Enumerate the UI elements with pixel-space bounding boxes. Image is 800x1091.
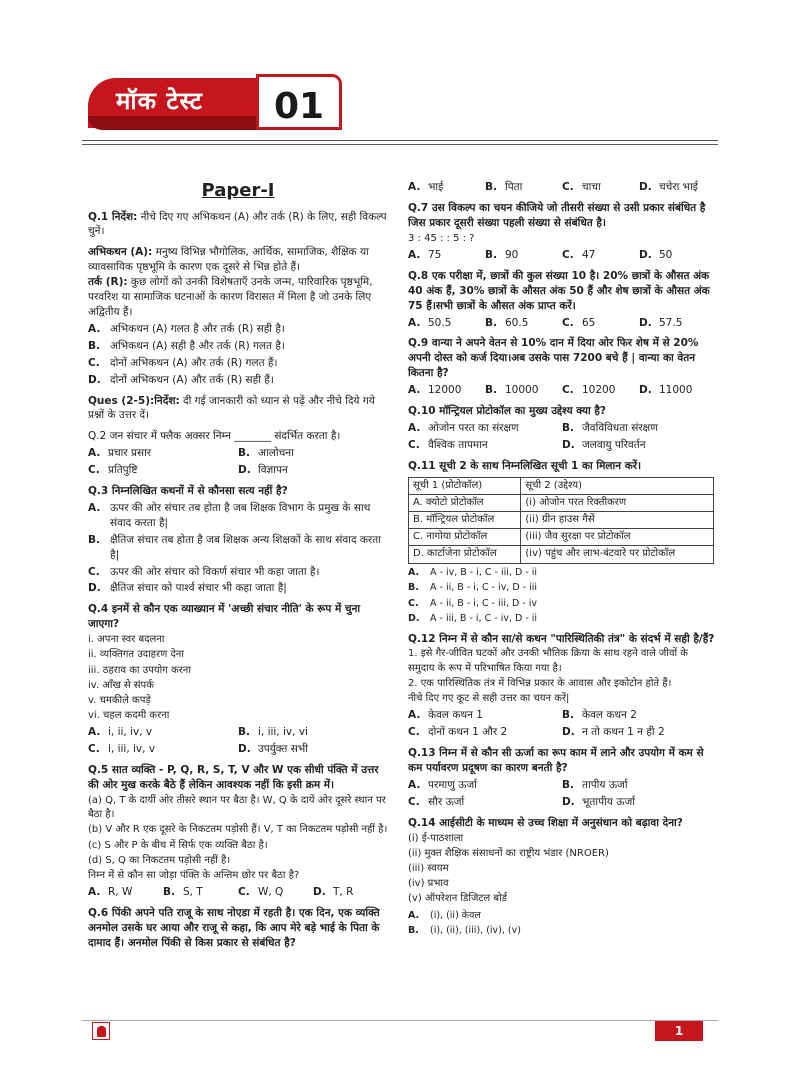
q13-option[interactable] bbox=[562, 778, 716, 793]
q12-options-row-2 bbox=[408, 725, 716, 740]
option-text: विज्ञापन bbox=[258, 464, 288, 477]
q8-option[interactable] bbox=[562, 316, 639, 331]
option-text: T, R bbox=[333, 886, 354, 899]
q3-option[interactable] bbox=[88, 565, 388, 580]
option-key: C. bbox=[408, 795, 420, 808]
q13-options-row-2 bbox=[408, 795, 716, 810]
q4-options-row-2 bbox=[88, 742, 388, 757]
q14-item: (iii) स्वयम bbox=[408, 862, 449, 874]
option-text: सौर ऊर्जा bbox=[428, 795, 465, 808]
option-key: D. bbox=[562, 438, 575, 451]
option-text: 10200 bbox=[582, 384, 616, 397]
option-key: B. bbox=[88, 533, 100, 546]
option-key: C. bbox=[88, 743, 100, 756]
option-text: 11000 bbox=[659, 384, 693, 397]
option-key: D. bbox=[88, 373, 101, 386]
q5-item: (d) S, Q का निकटतम पड़ोसी नहीं है। bbox=[88, 854, 231, 866]
question-5: Q.5 सात व्यक्ति - P, Q, R, S, T, V और W एक सीधी पंक्ति में उत्तर की ओर मुख करके बैठे हैं लेकिन आवश्यक नहीं कि इसी क्रम में। bbox=[88, 764, 379, 792]
table-header-cell: सूची 1 (प्रोटोकॉल) bbox=[409, 477, 521, 494]
q13-option[interactable] bbox=[408, 795, 562, 810]
q13-option[interactable] bbox=[562, 795, 716, 810]
q4-option[interactable] bbox=[238, 742, 388, 757]
q9-option[interactable] bbox=[485, 383, 562, 398]
q3-options bbox=[88, 501, 388, 596]
q11-options bbox=[408, 566, 716, 626]
option-text: जलवायु परिवर्तन bbox=[582, 438, 646, 451]
option-text: भाई bbox=[428, 181, 444, 193]
q10-option[interactable] bbox=[408, 438, 562, 453]
q5-items bbox=[88, 794, 388, 868]
option-key: D. bbox=[562, 795, 575, 808]
publisher-logo-icon bbox=[92, 1022, 110, 1040]
question-13: Q.13 निम्न में से कौन सी ऊर्जा का रूप काम में लाने और उपयोग में कम से कम पर्यावरण प्रदूषण का कारण बनती है? bbox=[408, 747, 704, 774]
option-key: B. bbox=[238, 726, 250, 739]
q14-option[interactable] bbox=[408, 924, 716, 937]
q4-item: iii. ठहराव का उपयोग करना bbox=[88, 664, 191, 676]
q14-item: (v) ऑपरेशन डिजिटल बोर्ड bbox=[408, 893, 508, 905]
q8-option[interactable] bbox=[485, 316, 562, 331]
option-text: 57.5 bbox=[659, 316, 683, 329]
table-row bbox=[409, 529, 714, 546]
ques-2-5-label: Ques (2-5):निर्देश: bbox=[88, 394, 180, 407]
option-text: S, T bbox=[183, 886, 203, 899]
option-text: 90 bbox=[505, 248, 519, 261]
option-key: C. bbox=[88, 464, 100, 477]
question-2: Q.2 जन संचार में फ्लैक अक्सर निम्न _______ संदर्भित करता है। bbox=[88, 430, 341, 443]
option-text: जैवविविधता संरक्षण bbox=[582, 421, 658, 434]
option-key: A. bbox=[408, 778, 421, 791]
option-text: वैश्विक तापमान bbox=[428, 438, 488, 451]
q12-options-row-1 bbox=[408, 708, 716, 723]
q4-option[interactable] bbox=[88, 725, 238, 740]
option-key: C. bbox=[562, 316, 574, 329]
q4-item: vi. चहल कदमी करना bbox=[88, 710, 170, 722]
q1-text: नीचे दिए गए अभिकथन (A) और तर्क (R) के लिए, सही विकल्प चुनें। bbox=[88, 210, 387, 238]
q7-option[interactable] bbox=[562, 248, 639, 263]
table-cell: (iii) जैव सुरक्षा पर प्रोटोकॉल bbox=[521, 529, 714, 546]
option-key: B. bbox=[562, 709, 574, 722]
q2-options-row-2 bbox=[88, 463, 388, 478]
q5-option[interactable] bbox=[238, 885, 313, 900]
option-text: 50.5 bbox=[428, 316, 452, 329]
q4-option[interactable] bbox=[88, 742, 238, 757]
option-key: B. bbox=[163, 886, 175, 899]
table-cell: (iv) पहुंच और लाभ-बंटवारे पर प्रोटोकॉल bbox=[521, 546, 714, 563]
option-text: दोनों अभिकथन (A) और तर्क (R) गलत हैं। bbox=[110, 356, 278, 369]
q1-reason bbox=[88, 275, 388, 320]
q14-item: (i) ई-पाठशाला bbox=[408, 832, 464, 844]
q12-option[interactable] bbox=[408, 725, 562, 740]
q10-option[interactable] bbox=[562, 438, 716, 453]
option-key: A. bbox=[408, 384, 421, 397]
question-9: Q.9 वान्या ने अपने वेतन से 10% दान में दिया ओर फिर शेष में से 20% अपनी दोस्त को कर्ज दिया।अब उसके पास 7200 बचे हैं | वान्या का वेतन कितना है? bbox=[408, 337, 699, 380]
ques-2-5-direction bbox=[88, 394, 388, 424]
table-cell: C. नागोया प्रोटोकॉल bbox=[409, 529, 521, 546]
option-text: दोनों कथन 1 और 2 bbox=[428, 726, 508, 739]
table-header-cell: सूची 2 (उद्देश्य) bbox=[521, 477, 714, 494]
table-row bbox=[409, 512, 714, 529]
option-text: न तो कथन 1 न ही 2 bbox=[582, 726, 665, 739]
q1-option[interactable] bbox=[88, 322, 388, 337]
table-cell: (i) ओजोन परत रिक्तीकरण bbox=[521, 494, 714, 511]
option-key: C. bbox=[408, 726, 420, 739]
option-key: D. bbox=[562, 726, 575, 739]
q6-options bbox=[408, 180, 716, 195]
q13-option[interactable] bbox=[408, 778, 562, 793]
option-text: (i), (ii) केवल bbox=[430, 909, 481, 921]
q11-option[interactable] bbox=[408, 566, 716, 579]
option-key: C. bbox=[88, 565, 100, 578]
q9-option[interactable] bbox=[408, 383, 485, 398]
q4-item: iv. आँख से संपर्क bbox=[88, 679, 154, 691]
q1-reason-text: कुछ लोगों को उनकी विशेषताएँ उनके जन्म, पारिवारिक पृष्ठभूमि, परवरिश या सामाजिक घटनाओं के कारण विरासत में मिला है जो उनके लिए अद्वितीय हैं। bbox=[88, 276, 373, 318]
q11-option[interactable] bbox=[408, 612, 716, 625]
option-text: परमाणु ऊर्जा bbox=[428, 778, 477, 791]
q11-option[interactable] bbox=[408, 581, 716, 594]
option-key: B. bbox=[485, 248, 497, 261]
q7-option[interactable] bbox=[639, 248, 716, 263]
option-key: A. bbox=[88, 501, 101, 514]
q3-option[interactable] bbox=[88, 581, 388, 596]
ques-2-5-text: दी गई जानकारी को ध्यान से पढ़ें और नीचे दिये गये प्रश्नों के उत्तर दें। bbox=[88, 394, 375, 422]
q1-option[interactable] bbox=[88, 339, 388, 354]
q14-option[interactable] bbox=[408, 909, 716, 922]
option-text: 47 bbox=[582, 248, 596, 261]
option-text: अभिकथन (A) सही है और तर्क (R) गलत है। bbox=[110, 339, 285, 352]
option-text: 12000 bbox=[428, 384, 462, 397]
q1-reason-label: तर्क (R): bbox=[88, 276, 128, 289]
q6-option[interactable] bbox=[639, 180, 716, 195]
option-key: A. bbox=[88, 322, 101, 335]
question-10: Q.10 मॉन्ट्रियल प्रोटोकॉल का मुख्य उद्देश्य क्या है? bbox=[408, 405, 607, 418]
option-key: A. bbox=[408, 316, 421, 329]
right-column bbox=[408, 178, 716, 937]
question-1 bbox=[88, 210, 388, 240]
table-row bbox=[409, 494, 714, 511]
option-text: केवल कथन 2 bbox=[582, 709, 637, 722]
option-key: D. bbox=[313, 886, 326, 899]
table-row bbox=[409, 546, 714, 563]
q12-option[interactable] bbox=[408, 708, 562, 723]
option-text: W, Q bbox=[258, 886, 284, 899]
q4-item: ii. व्यक्तिगत उदाहरण देना bbox=[88, 649, 184, 661]
option-text: ऊपर की ओर संचार तब होता है जब शिक्षक विभाग के प्रमुख के साथ संवाद करता है| bbox=[110, 501, 371, 529]
q7-option[interactable] bbox=[485, 248, 562, 263]
q5-option[interactable] bbox=[313, 885, 388, 900]
option-text: i, ii, iv, v bbox=[108, 726, 153, 739]
option-key: D. bbox=[238, 743, 251, 756]
header-rule bbox=[82, 140, 718, 141]
option-key: C. bbox=[562, 384, 574, 397]
banner-red-shadow bbox=[88, 116, 268, 130]
mock-test-banner bbox=[88, 74, 350, 130]
option-text: 60.5 bbox=[505, 316, 529, 329]
option-text: A - ii, B - i, C - iv, D - iii bbox=[430, 582, 538, 594]
option-key: B. bbox=[485, 384, 497, 397]
q8-option[interactable] bbox=[408, 316, 485, 331]
q5-item: (c) S और P के बीच में सिर्फ एक व्यक्ति बैठा है। bbox=[88, 839, 268, 851]
option-text: भूतापीय ऊर्जा bbox=[582, 795, 635, 808]
q10-option[interactable] bbox=[408, 421, 562, 436]
option-key: C. bbox=[408, 438, 420, 451]
q7-options bbox=[408, 248, 716, 263]
question-6: Q.6 पिंकी अपने पति राजू के साथ नोएडा में रहती है। एक दिन, एक व्यक्ति अनमोल उसके घर आया और राजू से कहा, कि आप मेरे बड़े भाई के पिता के दामाद हैं। अनमोल पिंकी से किस प्रकार से संबंधित है? bbox=[88, 906, 380, 949]
q7-option[interactable] bbox=[408, 248, 485, 263]
option-key: A. bbox=[408, 248, 421, 261]
footer-rule bbox=[82, 1020, 718, 1021]
option-text: 75 bbox=[428, 248, 442, 261]
q3-option[interactable] bbox=[88, 501, 388, 531]
table-cell: (ii) ग्रीन हाउस गैसें bbox=[521, 512, 714, 529]
q11-match-table bbox=[408, 477, 714, 564]
banner-number: 01 bbox=[273, 86, 325, 127]
q10-options-row-1 bbox=[408, 421, 716, 436]
option-text: 10000 bbox=[505, 384, 539, 397]
option-key: C. bbox=[562, 181, 574, 193]
option-text: प्रतिपुष्टि bbox=[108, 464, 138, 477]
option-key: B. bbox=[88, 339, 100, 352]
q12-question: नीचे दिए गए कूट से सही उत्तर का चयन करें| bbox=[408, 693, 570, 705]
option-text: A - iv, B - i, C - iii, D - ii bbox=[430, 566, 538, 578]
option-key: A. bbox=[88, 726, 101, 739]
option-key: C. bbox=[408, 597, 419, 609]
q4-option[interactable] bbox=[238, 725, 388, 740]
q5-option[interactable] bbox=[88, 885, 163, 900]
q4-items bbox=[88, 633, 388, 723]
option-text: केवल कथन 1 bbox=[428, 709, 483, 722]
q4-item: v. चमकीले कपड़े bbox=[88, 694, 151, 706]
q9-option[interactable] bbox=[639, 383, 716, 398]
q12-option[interactable] bbox=[562, 708, 716, 723]
option-key: B. bbox=[485, 181, 497, 193]
q2-option[interactable] bbox=[88, 463, 238, 478]
table-header-row bbox=[409, 477, 714, 494]
option-text: प्रचार प्रसार bbox=[108, 447, 152, 460]
option-text: चचेरा भाई bbox=[659, 181, 698, 193]
option-key: C. bbox=[238, 886, 250, 899]
question-14: Q.14 आईसीटी के माध्यम से उच्च शिक्षा में अनुसंधान को बढ़ावा देना? bbox=[408, 816, 683, 829]
option-key: C. bbox=[88, 356, 100, 369]
option-text: क्षैतिज संचार तब होता है जब शिक्षक अन्य शिक्षकों के साथ संवाद करता है| bbox=[110, 533, 381, 561]
option-text: (i), (ii), (iii), (iv), (v) bbox=[430, 924, 521, 936]
option-text: i, iii, iv, vi bbox=[258, 726, 308, 739]
option-key: C. bbox=[562, 248, 574, 261]
banner-number-box bbox=[256, 74, 342, 130]
banner-title: मॉक टेस्ट bbox=[116, 87, 203, 115]
option-key: D. bbox=[639, 181, 652, 193]
q6-option[interactable] bbox=[562, 180, 639, 195]
option-key: B. bbox=[485, 316, 497, 329]
q12-item: 2. एक पारिस्थितिक तंत्र में विभिन्न प्रकार के आवास और इकोटोन होते हैं। bbox=[408, 677, 672, 689]
q11-option[interactable] bbox=[408, 597, 716, 610]
q12-item: 1. इसे गैर-जीवित घटकों और उनकी भौतिक क्रिया के साथ रहने वाले जीवों के समुदाय के रूप में परिभाषित किया गया है। bbox=[408, 648, 688, 674]
q2-option[interactable] bbox=[238, 463, 388, 478]
q4-options-row-1 bbox=[88, 725, 388, 740]
option-text: दोनों अभिकथन (A) और तर्क (R) सही हैं। bbox=[110, 373, 274, 386]
option-text: ओजोन परत का संरक्षण bbox=[428, 421, 519, 434]
left-column bbox=[88, 178, 388, 951]
option-key: D. bbox=[408, 613, 420, 625]
option-key: B. bbox=[238, 447, 250, 460]
option-text: क्षैतिज संचार को पार्श्व संचार भी कहा जाता है| bbox=[110, 582, 287, 595]
q12-text-pre: Q.12 निम्न में से कौन सा/से कथन bbox=[408, 632, 551, 645]
q12-text-bold: "पारिस्थितिकी तंत्र" bbox=[550, 632, 626, 645]
option-key: D. bbox=[88, 582, 101, 595]
q3-option[interactable] bbox=[88, 533, 388, 563]
option-text: पिता bbox=[505, 181, 523, 193]
q1-assertion bbox=[88, 245, 388, 275]
option-key: A. bbox=[408, 566, 420, 578]
q1-option[interactable] bbox=[88, 356, 388, 371]
q5-option[interactable] bbox=[163, 885, 238, 900]
header-rule-2 bbox=[82, 144, 718, 145]
q5-options bbox=[88, 885, 388, 900]
question-12 bbox=[408, 632, 716, 647]
option-text: A - iii, B - i, C - iv, D - ii bbox=[430, 613, 538, 625]
option-key: D. bbox=[639, 316, 652, 329]
q7-series: 3 : 45 : : 5 : ? bbox=[408, 232, 475, 244]
q1-assertion-label: अभिकथन (A): bbox=[88, 246, 153, 259]
table-cell: D. कार्टाजेना प्रोटोकॉल bbox=[409, 546, 521, 563]
option-text: अभिकथन (A) गलत है और तर्क (R) सही है। bbox=[110, 322, 285, 335]
option-text: 65 bbox=[582, 316, 596, 329]
option-key: D. bbox=[639, 248, 652, 261]
option-key: A. bbox=[88, 886, 101, 899]
q1-assertion-text: मनुष्य विभिन्न भौगोलिक, आर्थिक, सामाजिक, शैक्षिक या व्यावसायिक पृष्ठभूमि के कारण एक दूसरे से भिन्न होते हैं। bbox=[88, 246, 369, 274]
q1-options bbox=[88, 322, 388, 388]
option-key: A. bbox=[88, 447, 101, 460]
q1-label: Q.1 निर्देश: bbox=[88, 210, 138, 223]
option-key: B. bbox=[408, 924, 419, 936]
question-4: Q.4 इनमें से कौन एक व्याख्यान में 'अच्छी संचार नीति' के रूप में चुना जाएगा? bbox=[88, 603, 361, 631]
question-11: Q.11 सूची 2 के साथ निम्नलिखित सूची 1 का मिलान करें। bbox=[408, 459, 642, 472]
question-8: Q.8 एक परीक्षा में, छात्रों की कुल संख्या 10 है। 20% छात्रों के औसत अंक 40 अंक हैं, 30% छात्रों के औसत अंक 50 हैं और शेष छात्रों के औसत अंक 75 हैं।सभी छात्रों के औसत अंक प्राप्त करें। bbox=[408, 269, 710, 312]
q1-option[interactable] bbox=[88, 373, 388, 388]
q2-option[interactable] bbox=[88, 446, 238, 461]
option-key: D. bbox=[238, 464, 251, 477]
q4-item: i. अपना स्वर बदलना bbox=[88, 634, 165, 646]
q6-option[interactable] bbox=[408, 180, 485, 195]
question-7: Q.7 उस विकल्प का चयन कीजिये जो तीसरी संख्या से उसी प्रकार संबंधित है जिस प्रकार दूसरी संख्या पहली संख्या से संबंधित है। bbox=[408, 201, 706, 229]
q8-options bbox=[408, 316, 716, 331]
option-key: A. bbox=[408, 909, 420, 921]
option-key: D. bbox=[639, 384, 652, 397]
option-key: B. bbox=[408, 582, 419, 594]
table-cell: A. क्योटो प्रोटोकॉल bbox=[409, 494, 521, 511]
q9-option[interactable] bbox=[562, 383, 639, 398]
option-text: आलोचना bbox=[258, 447, 294, 460]
paper-title: Paper-I bbox=[201, 180, 275, 201]
q14-item: (ii) मुक्त शैक्षिक संसाधनों का राष्ट्रीय भंडार (NROER) bbox=[408, 847, 609, 859]
table-cell: B. मॉन्ट्रियल प्रोटोकॉल bbox=[409, 512, 521, 529]
q14-item: (iv) प्रभाव bbox=[408, 878, 449, 890]
page-number: 1 bbox=[655, 1021, 703, 1041]
option-text: तापीय ऊर्जा bbox=[582, 778, 628, 791]
option-text: R, W bbox=[108, 886, 133, 899]
q10-option[interactable] bbox=[562, 421, 716, 436]
q6-option[interactable] bbox=[485, 180, 562, 195]
option-text: चाचा bbox=[582, 181, 601, 193]
q12-option[interactable] bbox=[562, 725, 716, 740]
q5-item: (b) V और R एक दूसरे के निकटतम पड़ोसी हैं। V, T का निकटतम पड़ोसी नहीं है। bbox=[88, 824, 388, 836]
q2-option[interactable] bbox=[238, 446, 388, 461]
option-key: A. bbox=[408, 421, 421, 434]
q13-options-row-1 bbox=[408, 778, 716, 793]
option-text: उपर्युक्त सभी bbox=[258, 743, 308, 756]
q5-question: निम्न में से कौन सा जोड़ा पंक्ति के अन्तिम छोर पर बैठा है? bbox=[88, 869, 300, 881]
q5-item: (a) Q, T के दायीं ओर तीसरे स्थान पर बैठा है। W, Q के दायें ओर दूसरे स्थान पर बैठा है। bbox=[88, 794, 386, 821]
option-text: A - ii, B - i, C - iii, D - iv bbox=[430, 597, 538, 609]
q2-options-row-1 bbox=[88, 446, 388, 461]
q10-options-row-2 bbox=[408, 438, 716, 453]
q8-option[interactable] bbox=[639, 316, 716, 331]
q14-items bbox=[408, 832, 716, 907]
option-key: A. bbox=[408, 709, 421, 722]
option-text: ऊपर की ओर संचार को विकर्ण संचार भी कहा जाता है। bbox=[110, 565, 320, 578]
option-key: B. bbox=[562, 421, 574, 434]
q12-text-post: के संदर्भ में सही है/हैं? bbox=[625, 632, 715, 645]
option-key: B. bbox=[562, 778, 574, 791]
q9-options bbox=[408, 383, 716, 398]
question-3: Q.3 निम्नलिखित कथनों में से कौनसा सत्य नहीं है? bbox=[88, 485, 288, 498]
option-key: A. bbox=[408, 181, 421, 193]
option-text: 50 bbox=[659, 248, 673, 261]
option-text: i, iii, iv, v bbox=[108, 743, 156, 756]
